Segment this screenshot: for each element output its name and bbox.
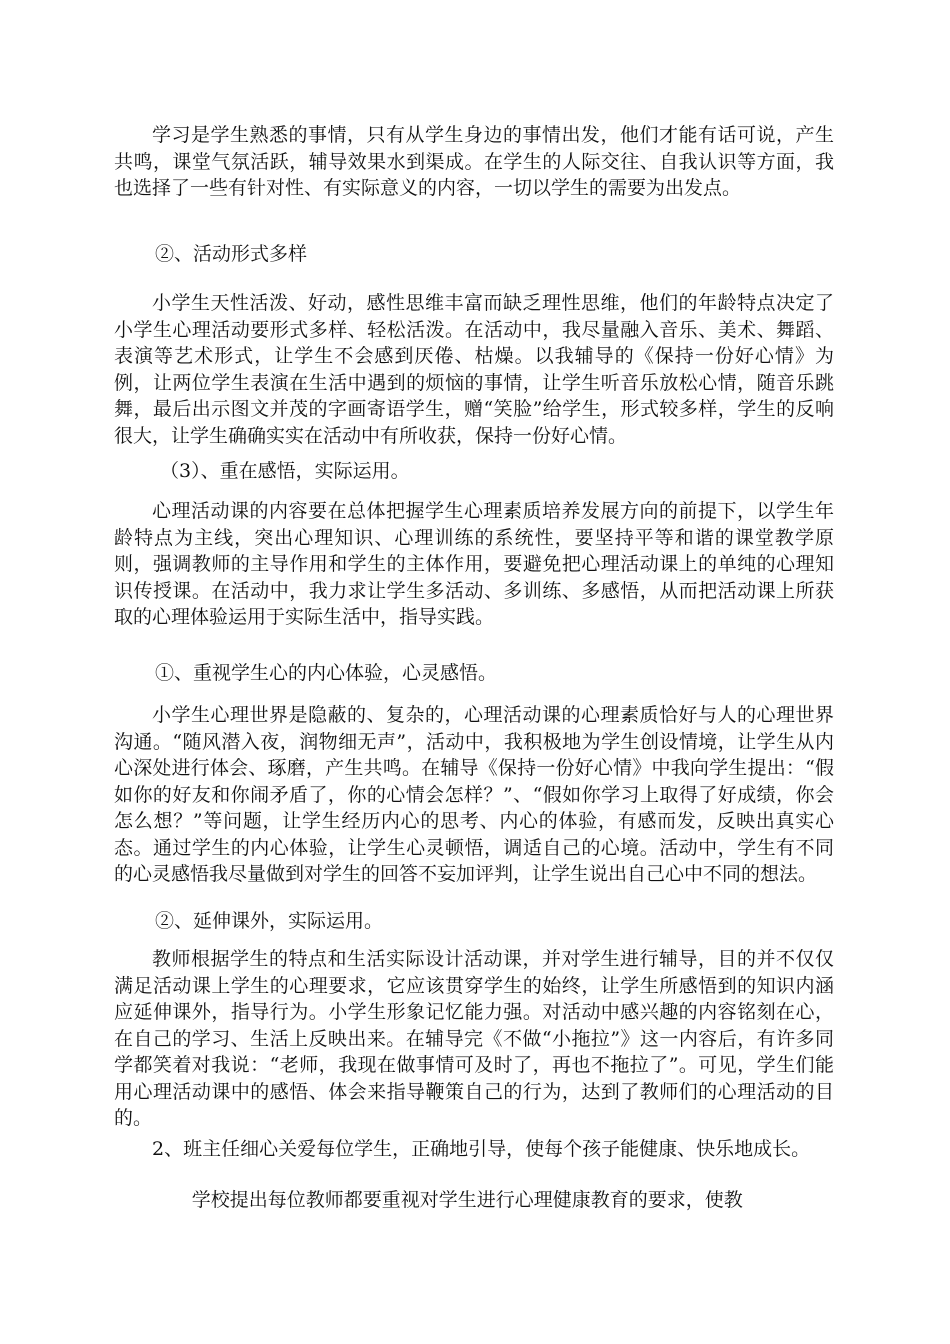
paragraph-extend-outside: 教师根据学生的特点和生活实际设计活动课，并对学生进行辅导，目的并不仅仅满足活动课上学生的心理要求，它应该贯穿学生的始终，让学生所感悟到的知识内涵应延伸课外，指导行为。小学生形象记忆能力强。对活动中感兴趣的内容铭刻在心，在自己的学习、生活上反映出来。在辅导完《不做“小拖拉”》这一内容后，有许多同学都笑着对我说：“老师，我现在做事情可及时了，再也不拖拉了”。可见，学生们能用心理活动课中的感悟、体会来指导鞭策自己的行为，达到了教师们的心理活动的目的。 — [114, 948, 834, 1129]
paragraph-course-content: 心理活动课的内容要在总体把握学生心理素质培养发展方向的前提下，以学生年龄特点为主线，突出心理知识、心理训练的系统性，要坚持平等和谐的课堂教学原则，强调教师的主导作用和学生的主体作用，要避免把心理活动课上的单纯的心理知识传授课。在活动中，我力求让学生多活动、多训练、多感悟，从而把活动课上所获取的心理体验运用于实际生活中，指导实践。 — [114, 500, 834, 628]
paragraph-class-teacher: 2、班主任细心关爱每位学生，正确地引导，使每个孩子能健康、快乐地成长。 — [152, 1138, 811, 1160]
paragraph-inner-experience: 小学生心理世界是隐蔽的、复杂的，心理活动课的心理素质恰好与人的心理世界沟通。“随风潜入夜，润物细无声”，活动中，我积极地为学生创设情境，让学生从内心深处进行体会、琢磨，产生共鸣。在辅导《保持一份好心情》中我向学生提出：“假如你的好友和你闹矛盾了，你的心情会怎样？”、“假如你学习上取得了好成绩，你会怎么想？”等问题，让学生经历内心的思考、内心的体验，有感而发，反映出真实心态。通过学生的内心体验，让学生心灵顿悟，调适自己的心境。活动中，学生有不同的心灵感悟我尽量做到对学生的回答不妄加评判，让学生说出自己心中不同的想法。 — [114, 704, 834, 885]
paragraph-school-requirement: 学校提出每位教师都要重视对学生进行心理健康教育的要求，使教 — [191, 1189, 743, 1211]
heading-extend-outside: ②、延伸课外，实际运用。 — [155, 910, 384, 932]
heading-focus-insight: （3）、重在感悟，实际运用。 — [160, 460, 410, 482]
heading-inner-experience: ①、重视学生心的内心体验，心灵感悟。 — [155, 662, 498, 684]
paragraph-activity-forms: 小学生天性活泼、好动，感性思维丰富而缺乏理性思维，他们的年龄特点决定了小学生心理活动要形式多样、轻松活泼。在活动中，我尽量融入音乐、美术、舞蹈、表演等艺术形式，让学生不会感到厌倦、枯燥。以我辅导的《保持一份好心情》为例，让两位学生表演在生活中遇到的烦恼的事情，让学生听音乐放松心情，随音乐跳舞，最后出示图文并茂的字画寄语学生，赠“笑脸”给学生，形式较多样，学生的反响很大，让学生确确实实在活动中有所收获，保持一份好心情。 — [114, 292, 834, 447]
paragraph-study-familiar: 学习是学生熟悉的事情，只有从学生身边的事情出发，他们才能有话可说，产生共鸣，课堂气氛活跃，辅导效果水到渠成。在学生的人际交往、自我认识等方面，我也选择了一些有针对性、有实际意义的内容，一切以学生的需要为出发点。 — [114, 124, 834, 199]
heading-activity-forms: ②、活动形式多样 — [155, 243, 308, 265]
